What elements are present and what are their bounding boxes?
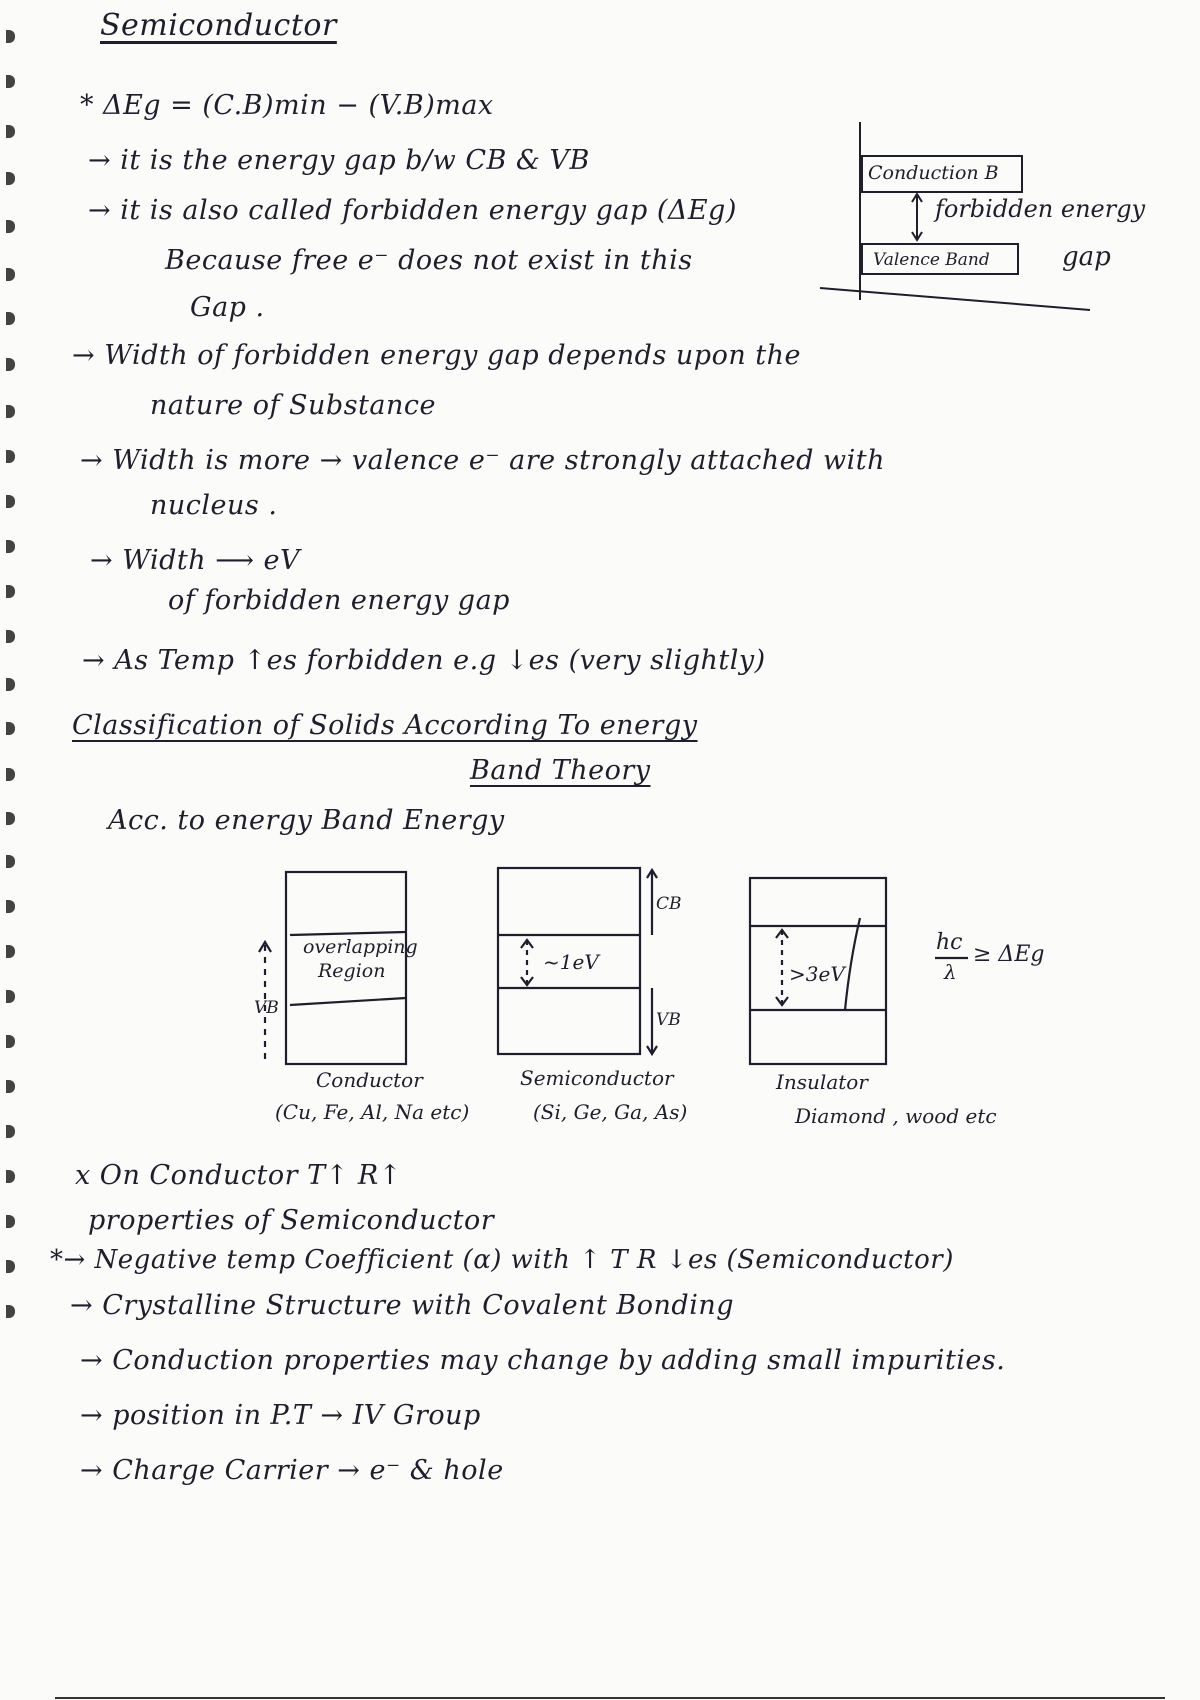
formula-rest: ≥ ΔEg bbox=[973, 942, 1045, 967]
property-item: → Conduction properties may change by adding small impurities. bbox=[80, 1345, 1006, 1376]
semiconductor-examples: (Si, Ge, Ga, As) bbox=[533, 1100, 688, 1124]
property-item: → position in P.T → IV Group bbox=[80, 1400, 481, 1431]
insulator-gap-label: >3eV bbox=[789, 962, 845, 986]
property-item: → Crystalline Structure with Covalent Bonding bbox=[70, 1290, 735, 1321]
note-line: Because free e⁻ does not exist in this bbox=[165, 245, 693, 276]
properties-heading: properties of Semiconductor bbox=[88, 1205, 495, 1236]
conductor-note: x On Conductor T↑ R↑ bbox=[75, 1160, 402, 1191]
insulator-label: Insulator bbox=[776, 1070, 868, 1094]
note-line: → As Temp ↑es forbidden e.g ↓es (very slightly) bbox=[82, 645, 766, 676]
formula-numerator: hc bbox=[936, 930, 963, 955]
note-line: of forbidden energy gap bbox=[168, 585, 510, 616]
note-line: nucleus . bbox=[150, 490, 278, 521]
note-line: → Width is more → valence e⁻ are strongly attached with bbox=[80, 445, 885, 476]
semiconductor-gap-label: ~1eV bbox=[543, 950, 599, 974]
conductor-label: Conductor bbox=[316, 1068, 423, 1092]
note-line: → it is also called forbidden energy gap (ΔEg) bbox=[88, 195, 737, 226]
classification-heading: Classification of Solids According To energy bbox=[72, 710, 698, 741]
property-item: *→ Negative temp Coefficient (α) with ↑ T R ↓es (Semiconductor) bbox=[50, 1245, 954, 1275]
note-line: → Width of forbidden energy gap depends upon the bbox=[72, 340, 802, 371]
classification-heading-2: Band Theory bbox=[470, 755, 651, 786]
vb-label: VB bbox=[656, 1010, 681, 1030]
region-label: Region bbox=[318, 960, 386, 982]
gap-label: gap bbox=[1062, 242, 1111, 272]
note-line: nature of Substance bbox=[150, 390, 436, 421]
conduction-band-label: Conduction B bbox=[868, 162, 999, 184]
conductor-vb-label: VB bbox=[254, 998, 279, 1018]
conductor-examples: (Cu, Fe, Al, Na etc) bbox=[275, 1100, 470, 1124]
note-line: * ΔEg = (C.B)min − (V.B)max bbox=[80, 90, 494, 121]
bottom-rule bbox=[55, 1697, 1165, 1699]
note-line: → Width ⟶ eV bbox=[90, 545, 300, 576]
classification-intro: Acc. to energy Band Energy bbox=[108, 805, 505, 836]
note-line: Gap . bbox=[190, 292, 265, 323]
page-title: Semiconductor bbox=[100, 8, 337, 43]
property-item: → Charge Carrier → e⁻ & hole bbox=[80, 1455, 504, 1486]
valence-band-label: Valence Band bbox=[873, 250, 990, 270]
formula-denominator: λ bbox=[944, 960, 957, 984]
note-line: → it is the energy gap b/w CB & VB bbox=[88, 145, 590, 176]
insulator-examples: Diamond , wood etc bbox=[795, 1104, 997, 1128]
cb-label: CB bbox=[656, 894, 682, 914]
forbidden-energy-label: forbidden energy bbox=[935, 195, 1146, 223]
overlapping-label: overlapping bbox=[303, 936, 418, 958]
semiconductor-label: Semiconductor bbox=[520, 1066, 674, 1090]
